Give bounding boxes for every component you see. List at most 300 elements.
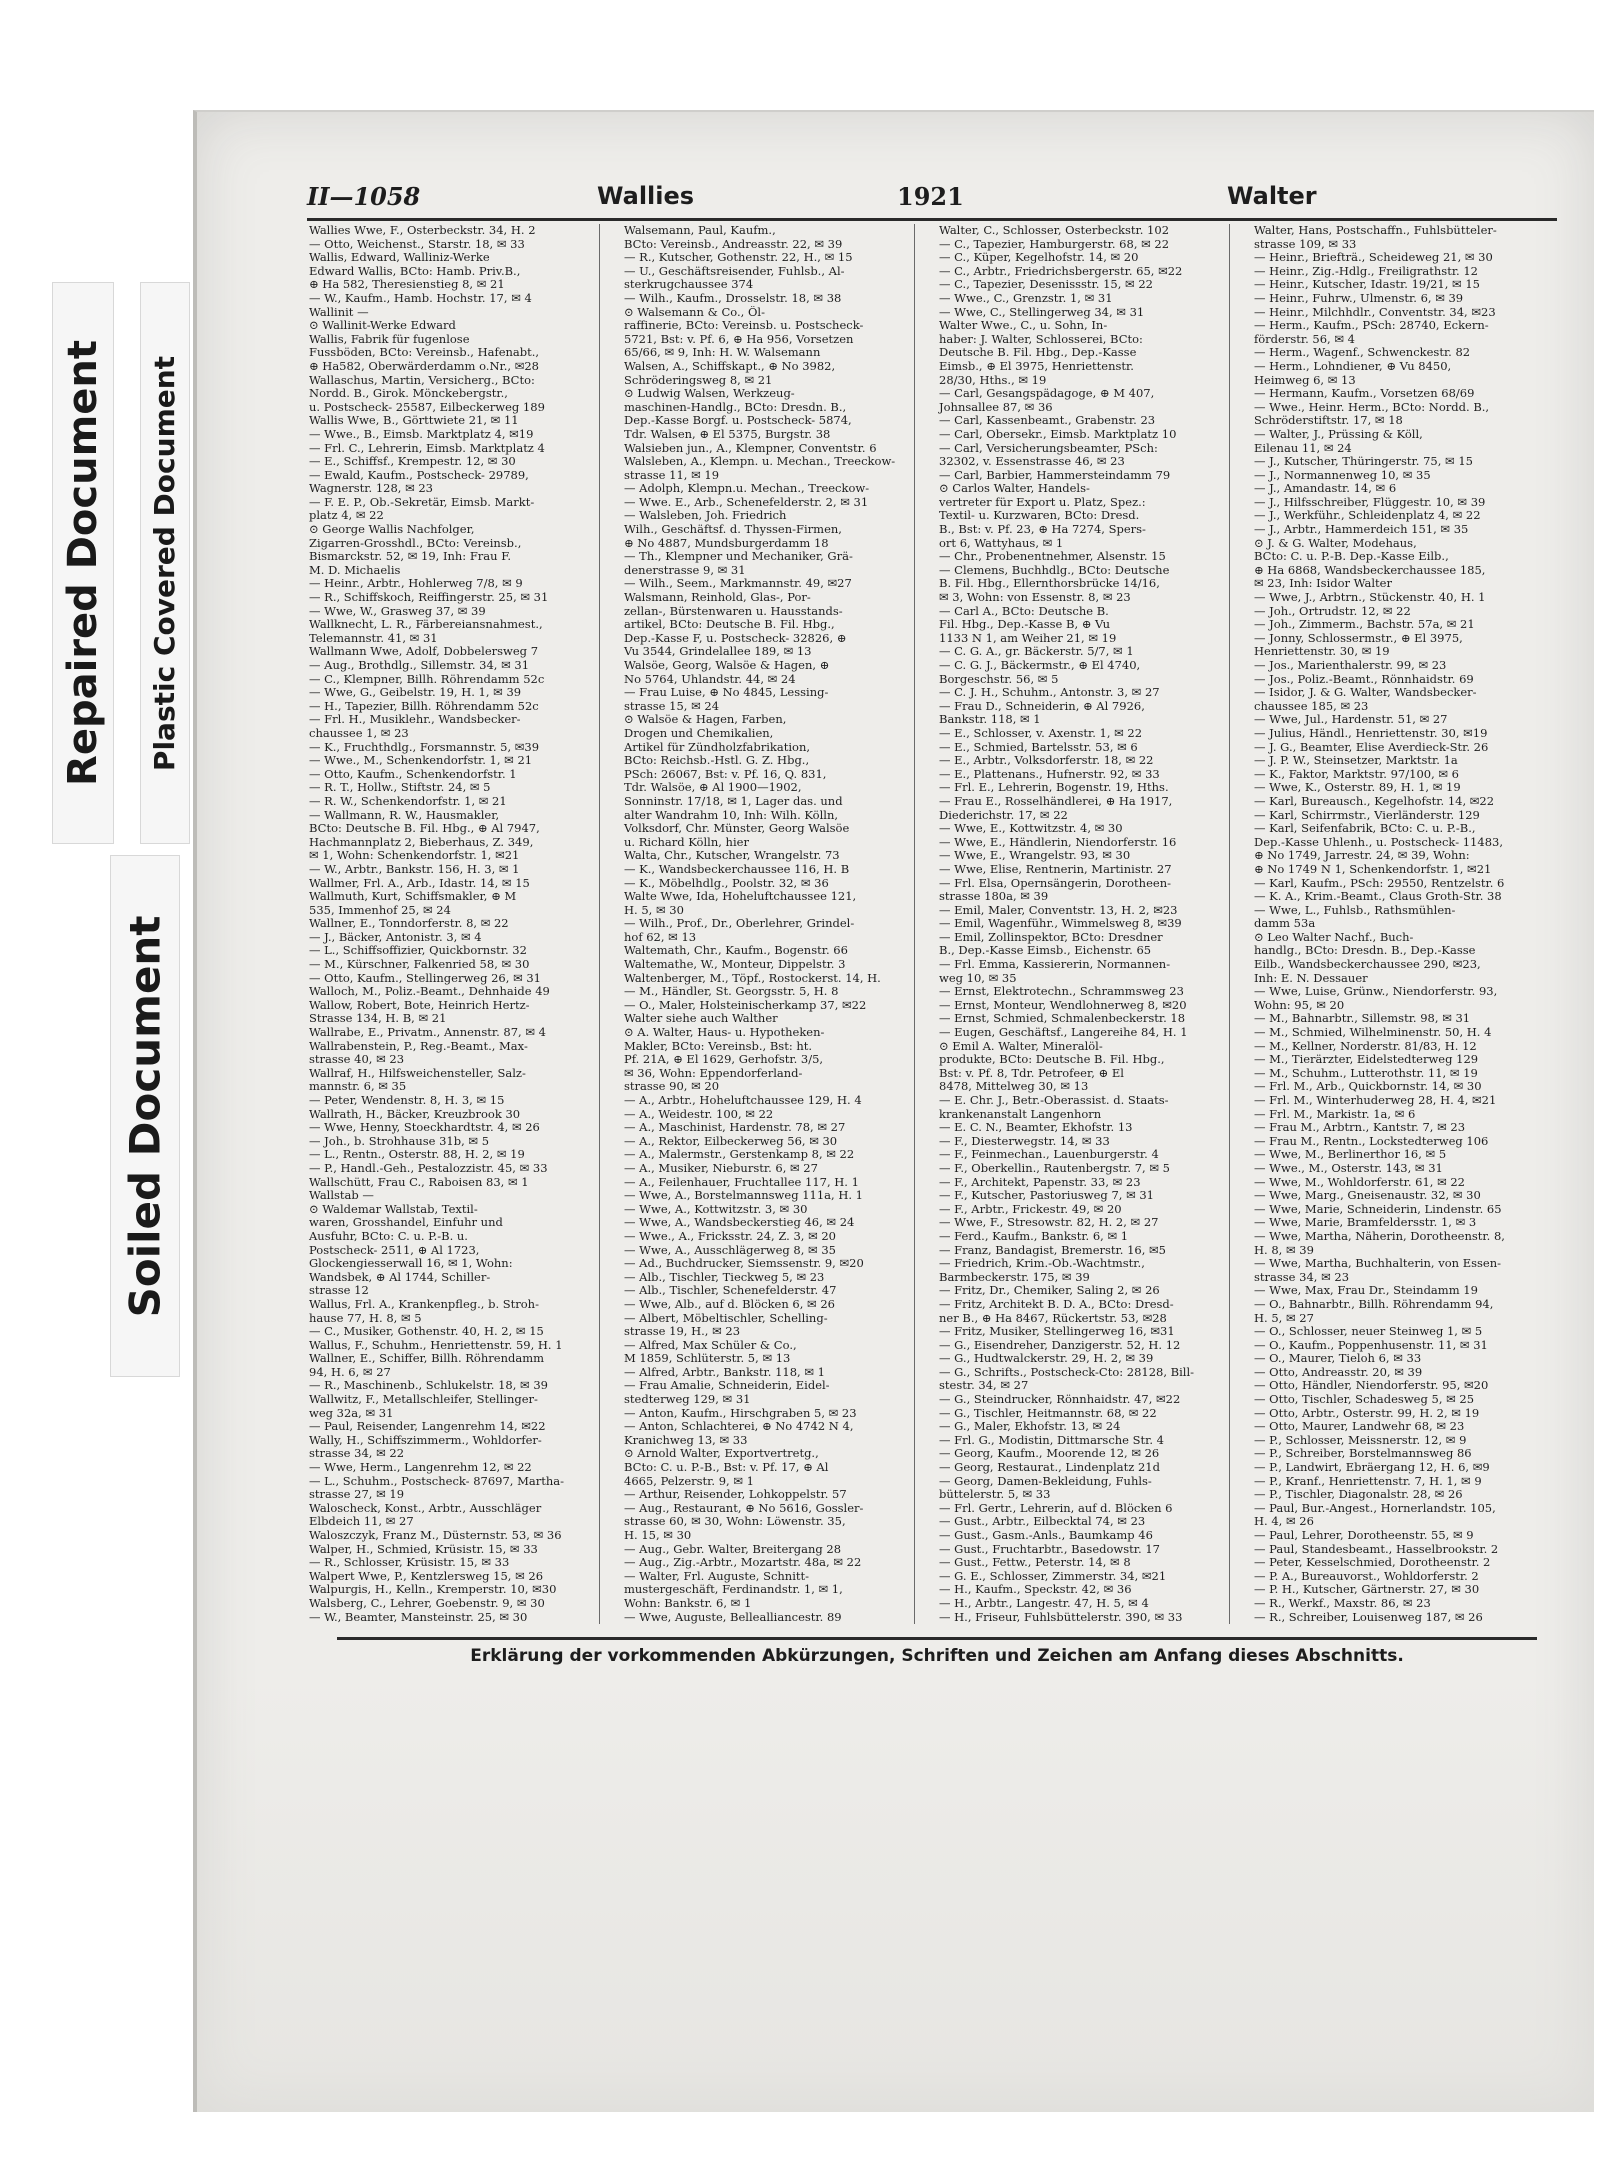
directory-entry-line: — Wwe, Auguste, Bellealliancestr. 89 [624, 1610, 842, 1624]
directory-entry-line: — F., Diesterwegstr. 14, ✉ 33 [939, 1134, 1110, 1148]
directory-entry-line: H. 5, ✉ 30 [624, 903, 684, 917]
directory-entry-line: Wallis, Fabrik für fugenlose [309, 332, 470, 346]
directory-entry-line: Ausfuhr, BCto: C. u. P.-B. u. [309, 1229, 468, 1243]
directory-entry-line: — A., Musiker, Nieburstr. 6, ✉ 27 [624, 1161, 818, 1175]
directory-entry-line: — Herm., Wagenf., Schwenckestr. 82 [1254, 346, 1471, 360]
directory-entry-line: — Frl. M., Winterhuderweg 28, H. 4, ✉21 [1254, 1094, 1497, 1107]
directory-entry-line: — O., Maler, Holsteinischerkamp 37, ✉22 [624, 998, 867, 1012]
directory-entry-line: — Jos., Poliz.-Beamt., Rönnhaidstr. 69 [1254, 672, 1474, 686]
directory-entry-line: — C. G. A., gr. Bäckerstr. 5/7, ✉ 1 [939, 645, 1134, 659]
directory-entry-line: Eimsb., ⊕ El 3975, Henriettenstr. [939, 359, 1134, 373]
directory-entry-line: Waltenberger, M., Töpf., Rostockerst. 14, H. [624, 971, 881, 985]
repaired-document-label [52, 282, 114, 844]
directory-entry-line: — Peter, Kesselschmied, Dorotheenstr. 2 [1254, 1556, 1491, 1570]
directory-entry-line: — Wwe. E., Arb., Schenefelderstr. 2, ✉ 31 [624, 495, 869, 509]
directory-entry-line: — Wwe, W., Grasweg 37, ✉ 39 [309, 604, 486, 618]
directory-entry-line: — J., Werkführ., Schleidenplatz 4, ✉ 22 [1254, 509, 1481, 523]
directory-entry-line: — Frl. M., Markistr. 1a, ✉ 6 [1254, 1107, 1416, 1121]
directory-entry-line: — A., Arbtr., Hoheluftchaussee 129, H. 4 [624, 1094, 862, 1107]
directory-entry-line: — J., Amandastr. 14, ✉ 6 [1254, 482, 1397, 496]
directory-entry-line: Wallner, E., Tonndorferstr. 8, ✉ 22 [309, 917, 509, 931]
directory-entry-line: Fil. Hbg., Dep.-Kasse B, ⊕ Vu [939, 618, 1111, 632]
directory-entry-line: ⊕ No 1749, Jarrestr. 24, ✉ 39, Wohn: [1254, 849, 1470, 863]
directory-entry-line: — Wwe, A., Borstelmannsweg 111a, H. 1 [624, 1189, 864, 1203]
directory-entry-line: — F., Architekt, Papenstr. 33, ✉ 23 [939, 1175, 1141, 1189]
soiled-label-text: Soiled Document [120, 915, 170, 1317]
directory-entry-line: stedterweg 129, ✉ 31 [624, 1393, 751, 1407]
directory-entry-line: denerstrasse 9, ✉ 31 [624, 563, 746, 577]
directory-entry-line: — Joh., Zimmerm., Bachstr. 57a, ✉ 21 [1254, 618, 1475, 632]
directory-entry-line: — G., Hudtwalckerstr. 29, H. 2, ✉ 39 [939, 1352, 1154, 1366]
directory-entry-line: — Wwe, Martha, Näherin, Dorotheenstr. 8, [1254, 1229, 1505, 1243]
directory-entry-line: — Georg, Restaurat., Lindenplatz 21d [939, 1461, 1160, 1475]
directory-entry-line: — Wwe, Elise, Rentnerin, Martinistr. 27 [939, 862, 1172, 876]
directory-entry-line: — Heinr., Milchhdlr., Conventstr. 34, ✉23 [1254, 305, 1496, 319]
directory-entry-line: — E., Schiffsf., Krempestr. 12, ✉ 30 [309, 455, 516, 469]
directory-columns [307, 224, 1562, 1624]
directory-entry-line: — Heinr., Zig.-Hdlg., Freiligrathstr. 12 [1254, 264, 1479, 278]
directory-entry-line: ⊙ Emil A. Walter, Mineralöl- [939, 1039, 1103, 1053]
directory-entry-line: — H., Kaufm., Speckstr. 42, ✉ 36 [939, 1583, 1132, 1597]
directory-entry-line: ⊙ Walsemann & Co., Öl- [624, 305, 765, 319]
directory-entry-line: Walsberg, C., Lehrer, Goebenstr. 9, ✉ 30 [309, 1596, 545, 1610]
directory-entry-line: — Wwe., M., Schenkendorfstr. 1, ✉ 21 [309, 754, 533, 768]
directory-entry-line: — E., Plattenans., Hufnerstr. 92, ✉ 33 [939, 767, 1160, 781]
directory-entry-line: Walta, Chr., Kutscher, Wrangelstr. 73 [624, 849, 840, 863]
directory-entry-line: u. Postscheck- 25587, Eilbeckerweg 189 [309, 400, 545, 414]
directory-entry-line: — R., Werkf., Maxstr. 86, ✉ 23 [1254, 1596, 1431, 1610]
directory-entry-line: — J., Normannenweg 10, ✉ 35 [1254, 468, 1431, 482]
directory-entry-line: — O., Maurer, Tieloh 6, ✉ 33 [1254, 1352, 1422, 1366]
directory-entry-line: — Anton, Kaufm., Hirschgraben 5, ✉ 23 [624, 1406, 857, 1420]
directory-entry-line: — Alb., Tischler, Schenefelderstr. 47 [624, 1284, 837, 1298]
directory-entry-line: — Frl. E., Lehrerin, Bogenstr. 19, Hths. [939, 781, 1169, 795]
directory-entry-line: — Georg, Kaufm., Moorende 12, ✉ 26 [939, 1447, 1160, 1461]
directory-entry-line: mustergeschäft, Ferdinandstr. 1, ✉ 1, [624, 1583, 843, 1597]
page-header [307, 174, 1557, 221]
directory-entry-line: — Wilh., Kaufm., Drosselstr. 18, ✉ 38 [624, 291, 842, 305]
directory-entry-line: — Wwe, Marie, Bramfeldersstr. 1, ✉ 3 [1254, 1216, 1477, 1230]
directory-entry-line: Eilb., Wandsbeckerchaussee 290, ✉23, [1254, 958, 1481, 972]
repaired-label-text: Repaired Document [60, 340, 106, 786]
directory-entry-line: — Otto, Weichenst., Starstr. 18, ✉ 33 [309, 237, 525, 251]
directory-entry-line: Walsen, A., Schiffskapt., ⊕ No 3982, [624, 359, 836, 373]
directory-entry-line: — K., Möbelhdlg., Poolstr. 32, ✉ 36 [624, 876, 829, 890]
directory-entry-line: Dep.-Kasse F, u. Postscheck- 32826, ⊕ [624, 631, 847, 645]
directory-entry-line: Telemannstr. 41, ✉ 31 [309, 631, 438, 645]
directory-entry-line: — M., Händler, St. Georgsstr. 5, H. 8 [624, 985, 839, 999]
directory-entry-line: — Wwe, G., Geibelstr. 19, H. 1, ✉ 39 [309, 686, 522, 700]
directory-entry-line: — Frl. Elsa, Opernsängerin, Dorotheen- [939, 876, 1171, 890]
directory-entry-line: — R., Kutscher, Gothenstr. 22, H., ✉ 15 [624, 251, 853, 265]
directory-entry-line: — E. C. N., Beamter, Ekhofstr. 13 [939, 1121, 1133, 1135]
directory-entry-line: Bismarckstr. 52, ✉ 19, Inh: Frau F. [309, 550, 512, 564]
directory-entry-line: — Carl, Obersekr., Eimsb. Marktplatz 10 [939, 427, 1177, 441]
directory-entry-line: ✉ 36, Wohn: Eppendorferland- [624, 1066, 803, 1080]
directory-entry-line: — Wwe, E., Händlerin, Niendorferstr. 16 [939, 835, 1177, 849]
directory-entry-line: — Otto, Maurer, Landwehr 68, ✉ 23 [1254, 1420, 1465, 1434]
directory-entry-line: — Wwe, Marie, Schneiderin, Lindenstr. 65 [1254, 1202, 1502, 1216]
directory-entry-line: Zigarren-Grosshdl., BCto: Vereinsb., [309, 536, 522, 550]
directory-entry-line: — Otto, Andreasstr. 20, ✉ 39 [1254, 1365, 1423, 1379]
directory-entry-line: ✉ 23, Inh: Isidor Walter [1254, 577, 1392, 591]
directory-entry-line: B., Dep.-Kasse Eimsb., Eichenstr. 65 [939, 944, 1152, 958]
directory-entry-line: — Heinr., Arbtr., Hohlerweg 7/8, ✉ 9 [309, 577, 523, 591]
directory-entry-line: — Gust., Fettw., Peterstr. 14, ✉ 8 [939, 1556, 1131, 1570]
directory-entry-line: Wallstab — [309, 1189, 374, 1203]
directory-entry-line: strasse 15, ✉ 24 [624, 699, 720, 713]
column-2 [622, 224, 915, 1624]
directory-entry-line: — Frau Amalie, Schneiderin, Eidel- [624, 1379, 830, 1393]
directory-entry-line: No 5764, Uhlandstr. 44, ✉ 24 [624, 672, 796, 686]
directory-entry-line: 1133 N 1, am Weiher 21, ✉ 19 [939, 631, 1117, 645]
directory-entry-line: Wallmer, Frl. A., Arb., Idastr. 14, ✉ 15 [309, 876, 530, 890]
directory-entry-line: Walsöe, Georg, Walsöe & Hagen, ⊕ [624, 659, 830, 672]
directory-entry-line: — Frl. Gertr., Lehrerin, auf d. Blöcken 6 [939, 1501, 1173, 1515]
directory-entry-line: Wallknecht, L. R., Färbereiansnahmest., [309, 618, 543, 632]
directory-entry-line: — E., Schlosser, v. Axenstr. 1, ✉ 22 [939, 726, 1143, 740]
directory-entry-line: — Wwe, M., Wohldorferstr. 61, ✉ 22 [1254, 1175, 1466, 1189]
directory-entry-line: Elbdeich 11, ✉ 27 [309, 1515, 414, 1529]
directory-entry-line: — O., Kaufm., Poppenhusenstr. 11, ✉ 31 [1254, 1338, 1488, 1352]
directory-entry-line: — C. J. H., Schuhm., Antonstr. 3, ✉ 27 [939, 686, 1160, 700]
directory-entry-line: 5721, Bst: v. Pf. 6, ⊕ Ha 956, Vorsetzen [624, 332, 854, 346]
directory-entry-line: — Emil, Wagenführ., Wimmelsweg 8, ✉39 [939, 917, 1182, 931]
column-4 [1252, 224, 1544, 1624]
directory-entry-line: — Georg, Damen-Bekleidung, Fuhls- [939, 1474, 1152, 1488]
directory-entry-line: — Otto, Händler, Niendorferstr. 95, ✉20 [1254, 1379, 1489, 1393]
directory-entry-line: — M., Tierärzter, Eidelstedterweg 129 [1254, 1053, 1479, 1067]
directory-entry-line: Wohn: Bankstr. 6, ✉ 1 [624, 1596, 752, 1610]
directory-entry-line: Wallis, Edward, Walliniz-Werke [309, 251, 490, 265]
directory-entry-line: — Wwe, K., Osterstr. 89, H. 1, ✉ 19 [1254, 781, 1461, 795]
directory-entry-line: Heimweg 6, ✉ 13 [1254, 373, 1356, 387]
directory-entry-line: — W., Arbtr., Bankstr. 156, H. 3, ✉ 1 [309, 862, 520, 876]
directory-entry-line: — J., Kutscher, Thüringerstr. 75, ✉ 15 [1254, 455, 1473, 469]
directory-entry-line: — Wwe, E., Wrangelstr. 93, ✉ 30 [939, 849, 1131, 863]
directory-entry-line: strasse 19, H., ✉ 23 [624, 1325, 741, 1339]
directory-entry-line: Edward Wallis, BCto: Hamb. Priv.B., [309, 264, 521, 278]
directory-entry-line: — J., Arbtr., Hammerdeich 151, ✉ 35 [1254, 523, 1469, 537]
directory-entry-line: — F., Feinmechan., Lauenburgerstr. 4 [939, 1148, 1159, 1162]
directory-entry-line: — P., Tischler, Diagonalstr. 28, ✉ 26 [1254, 1488, 1463, 1502]
directory-entry-line: artikel, BCto: Deutsche B. Fil. Hbg., [624, 618, 835, 632]
directory-entry-line: — Ferd., Kaufm., Bankstr. 6, ✉ 1 [939, 1229, 1129, 1243]
directory-entry-line: — Wwe, E., Kottwitzstr. 4, ✉ 30 [939, 822, 1123, 836]
directory-entry-line: Walter, Hans, Postschaffn., Fuhlsbütteler- [1254, 224, 1497, 237]
directory-entry-line: — L., Rentn., Osterstr. 88, H. 2, ✉ 19 [309, 1148, 525, 1162]
directory-entry-line: Wallraf, H., Hilfsweichensteller, Salz- [309, 1066, 526, 1080]
directory-entry-line: — A., Maschinist, Hardenstr. 78, ✉ 27 [624, 1121, 846, 1135]
directory-entry-line: — G. E., Schlosser, Zimmerstr. 34, ✉21 [939, 1569, 1167, 1583]
directory-entry-line: — G., Steindrucker, Rönnhaidstr. 47, ✉22 [939, 1393, 1181, 1407]
directory-entry-line: Walsieben jun., A., Klempner, Conventstr. 6 [624, 441, 877, 455]
directory-entry-line: ⊙ Leo Walter Nachf., Buch- [1254, 930, 1414, 944]
directory-entry-line: strasse 11, ✉ 19 [624, 468, 720, 482]
directory-entry-line: — Peter, Wendenstr. 8, H. 3, ✉ 15 [309, 1094, 505, 1107]
directory-entry-line: — Ewald, Kaufm., Postscheck- 29789, [309, 468, 529, 482]
directory-entry-line: — C., Arbtr., Friedrichsbergerstr. 65, ✉22 [939, 264, 1183, 278]
directory-entry-line: ⊕ No 1749 N 1, Schenkendorfstr. 1, ✉21 [1254, 862, 1492, 876]
header-right-word: Walter [1227, 182, 1317, 210]
directory-entry-line: — Alfred, Arbtr., Bankstr. 118, ✉ 1 [624, 1365, 825, 1379]
directory-entry-line: handlg., BCto: Dresdn. B., Dep.-Kasse [1254, 944, 1476, 958]
directory-entry-line: — Fritz, Dr., Chemiker, Saling 2, ✉ 26 [939, 1284, 1160, 1298]
directory-entry-line: — Jos., Marienthalerstr. 99, ✉ 23 [1254, 659, 1447, 672]
directory-entry-line: Waloscheck, Konst., Arbtr., Ausschläger [309, 1501, 542, 1515]
directory-entry-line: H. 5, ✉ 27 [1254, 1311, 1314, 1325]
directory-entry-line: — R., Maschinenb., Schlukelstr. 18, ✉ 39 [309, 1379, 548, 1393]
directory-entry-line: Drogen und Chemikalien, [624, 726, 774, 740]
directory-entry-line: — Heinr., Briefträ., Scheideweg 21, ✉ 30 [1254, 251, 1493, 265]
directory-entry-line: — Ernst, Schmied, Schmalenbeckerstr. 18 [939, 1012, 1186, 1026]
directory-entry-line: 65/66, ✉ 9, Inh: H. W. Walsemann [624, 346, 821, 360]
directory-entry-line: strasse 34, ✉ 23 [1254, 1270, 1350, 1284]
directory-entry-line: Diederichstr. 17, ✉ 22 [939, 808, 1068, 822]
directory-entry-line: — Alfred, Max Schüler & Co., [624, 1338, 797, 1352]
directory-entry-line: — Aug., Zig.-Arbtr., Mozartstr. 48a, ✉ 22 [624, 1556, 862, 1570]
directory-entry-line: Walsemann, Paul, Kaufm., [624, 224, 776, 237]
directory-entry-line: Strasse 134, H. B, ✉ 21 [309, 1012, 447, 1026]
directory-entry-line: Fussböden, BCto: Vereinsb., Hafenabt., [309, 346, 540, 360]
directory-entry-line: Wallies Wwe, F., Osterbeckstr. 34, H. 2 [309, 224, 536, 237]
directory-entry-line: Walter siehe auch Walther [624, 1012, 778, 1026]
directory-entry-line: Waltemathe, W., Monteur, Dippelstr. 3 [624, 958, 846, 972]
directory-entry-line: — Otto, Arbtr., Osterstr. 99, H. 2, ✉ 19 [1254, 1406, 1480, 1420]
directory-entry-line: weg 32a, ✉ 31 [309, 1406, 394, 1420]
directory-entry-line: hause 77, H. 8, ✉ 5 [309, 1311, 422, 1325]
directory-entry-line: 8478, Mittelweg 30, ✉ 13 [939, 1080, 1089, 1094]
directory-entry-line: — Emil, Maler, Conventstr. 13, H. 2, ✉23 [939, 903, 1178, 917]
directory-entry-line: chaussee 185, ✉ 23 [1254, 699, 1369, 713]
directory-entry-line: Volksdorf, Chr. Münster, Georg Walsöe [624, 822, 850, 836]
directory-entry-line: damm 53a [1254, 917, 1316, 931]
directory-entry-line: chaussee 1, ✉ 23 [309, 726, 409, 740]
directory-entry-line: Barmbeckerstr. 175, ✉ 39 [939, 1270, 1090, 1284]
directory-entry-line: Artikel für Zündholzfabrikation, [624, 740, 811, 754]
directory-entry-line: Makler, BCto: Vereinsb., Bst: ht. [624, 1039, 813, 1053]
directory-entry-line: M. D. Michaelis [309, 563, 401, 577]
directory-entry-line: — H., Friseur, Fuhlsbüttelerstr. 390, ✉ 33 [939, 1610, 1183, 1624]
directory-entry-line: Tdr. Walsöe, ⊕ Al 1900—1902, [624, 781, 802, 795]
directory-entry-line: — F., Oberkellin., Rautenbergstr. 7, ✉ 5 [939, 1161, 1170, 1175]
directory-entry-line: — Gust., Fruchtarbtr., Basedowstr. 17 [939, 1542, 1160, 1556]
directory-entry-line: strasse 34, ✉ 22 [309, 1447, 405, 1461]
directory-entry-line: — Frl. M., Arb., Quickbornstr. 14, ✉ 30 [1254, 1080, 1482, 1094]
directory-entry-line: Wallaschus, Martin, Versicherg., BCto: [309, 373, 535, 387]
directory-entry-line: Postscheck- 2511, ⊕ Al 1723, [309, 1243, 480, 1257]
directory-entry-line: Walter, C., Schlosser, Osterbeckstr. 102 [939, 224, 1170, 237]
abbreviations-note: Erklärung der vorkommenden Abkürzungen, Schriften und Zeichen am Anfang dieses Abschnitts. [337, 1637, 1537, 1666]
directory-entry-line: ⊙ Arnold Walter, Exportvertretg., [624, 1447, 819, 1461]
directory-entry-line: ⊕ No 4887, Mundsburgerdamm 18 [624, 536, 829, 550]
directory-entry-line: Wandsbek, ⊕ Al 1744, Schiller- [309, 1270, 491, 1284]
directory-entry-line: BCto: Deutsche B. Fil. Hbg., ⊕ Al 7947, [309, 822, 540, 836]
page-number: II—1058 [307, 182, 421, 211]
directory-entry-line: ort 6, Wattyhaus, ✉ 1 [939, 536, 1064, 550]
directory-entry-line: ⊕ Ha582, Oberwärderdamm o.Nr., ✉28 [309, 359, 539, 373]
directory-entry-line: 28/30, Hths., ✉ 19 [939, 373, 1047, 387]
directory-entry-line: — R. T., Hollw., Stiftstr. 24, ✉ 5 [309, 781, 491, 795]
directory-entry-line: — M., Bahnarbtr., Sillemstr. 98, ✉ 31 [1254, 1012, 1471, 1026]
directory-entry-line: Walper, H., Schmied, Krüsistr. 15, ✉ 33 [309, 1542, 538, 1556]
directory-entry-line: — Wwe, M., Berlinerthor 16, ✉ 5 [1254, 1148, 1447, 1162]
directory-entry-line: Walpert Wwe, P., Kentzlersweg 15, ✉ 26 [309, 1569, 544, 1583]
directory-entry-line: — Karl, Seifenfabrik, BCto: C. u. P.-B., [1254, 822, 1476, 836]
directory-entry-line: — P., Kranf., Henriettenstr. 7, H. 1, ✉ 9 [1254, 1474, 1482, 1488]
directory-entry-line: — Gust., Gasm.-Anls., Baumkamp 46 [939, 1529, 1153, 1542]
directory-entry-line: ✉ 1, Wohn: Schenkendorfstr. 1, ✉21 [309, 849, 520, 863]
directory-entry-line: BCto: C. u. P.-B. Dep.-Kasse Eilb., [1254, 550, 1449, 564]
directory-entry-line: Walsleben, A., Klempn. u. Mechan., Treeckow- [624, 455, 896, 469]
directory-entry-line: Wallrabenstein, P., Reg.-Beamt., Max- [309, 1039, 528, 1053]
directory-entry-line: — Wwe, A., Kottwitzstr. 3, ✉ 30 [624, 1202, 808, 1216]
directory-entry-line: — A., Malermstr., Gerstenkamp 8, ✉ 22 [624, 1148, 855, 1162]
directory-entry-line: — K., Faktor, Marktstr. 97/100, ✉ 6 [1254, 767, 1459, 781]
directory-entry-line: — G., Maler, Ekhofstr. 13, ✉ 24 [939, 1420, 1121, 1434]
directory-entry-line: — Wwe, J., Arbtrn., Stückenstr. 40, H. 1 [1254, 591, 1486, 605]
directory-entry-line: Wilh., Geschäftsf. d. Thyssen-Firmen, [624, 523, 842, 537]
directory-entry-line: strasse 180a, ✉ 39 [939, 890, 1049, 904]
directory-entry-line: Schröderingsweg 8, ✉ 21 [624, 373, 773, 387]
directory-entry-line: Johnsallee 87, ✉ 36 [939, 400, 1053, 414]
directory-entry-line: sterkrugchaussee 374 [624, 278, 754, 292]
directory-entry-line: B., Bst: v. Pf. 23, ⊕ Ha 7274, Spers- [939, 523, 1146, 537]
directory-entry-line: PSch: 26067, Bst: v. Pf. 16, Q. 831, [624, 767, 827, 781]
directory-entry-line: — R., Schreiber, Louisenweg 187, ✉ 26 [1254, 1610, 1483, 1624]
directory-entry-line: Glockengiesserwall 16, ✉ 1, Wohn: [309, 1257, 513, 1271]
directory-entry-line: Sonninstr. 17/18, ✉ 1, Lager das. und [624, 794, 843, 808]
directory-entry-line: — G., Schrifts., Postscheck-Cto: 28128, Bill- [939, 1365, 1195, 1379]
directory-entry-line: — M., Schuhm., Lutterothstr. 11, ✉ 19 [1254, 1066, 1478, 1080]
directory-entry-line: Walpurgis, H., Kelln., Kremperstr. 10, ✉30 [309, 1583, 557, 1597]
directory-entry-line: — Walter, J., Prüssing & Köll, [1254, 427, 1423, 441]
directory-entry-line: — P. H., Kutscher, Gärtnerstr. 27, ✉ 30 [1254, 1583, 1480, 1597]
directory-entry-line: — Wwe, Alb., auf d. Blöcken 6, ✉ 26 [624, 1297, 835, 1311]
directory-entry-line: ⊙ Carlos Walter, Handels- [939, 482, 1090, 496]
directory-entry-line: — P., Landwirt, Ebräergang 12, H. 6, ✉9 [1254, 1461, 1490, 1475]
directory-entry-line: BCto: Vereinsb., Andreasstr. 22, ✉ 39 [624, 237, 843, 251]
directory-entry-line: — Wwe., C., Grenzstr. 1, ✉ 31 [939, 291, 1113, 305]
directory-entry-line: Eilenau 11, ✉ 24 [1254, 441, 1352, 455]
directory-entry-line: — E., Arbtr., Volksdorferstr. 18, ✉ 22 [939, 754, 1154, 768]
directory-entry-line: — A., Weidestr. 100, ✉ 22 [624, 1107, 774, 1121]
directory-entry-line: — Chr., Probenentnehmer, Alsenstr. 15 [939, 550, 1166, 564]
directory-entry-line: — Carl, Gesangspädagoge, ⊕ M 407, [939, 387, 1155, 401]
directory-entry-line: Nordd. B., Girok. Mönckebergstr., [309, 387, 508, 401]
directory-entry-line: — K. A., Krim.-Beamt., Claus Groth-Str. 38 [1254, 890, 1502, 904]
directory-entry-line: Wallis Wwe, B., Görttwiete 21, ✉ 11 [309, 414, 519, 428]
directory-entry-line: ⊕ Ha 6868, Wandsbeckerchaussee 185, [1254, 563, 1486, 577]
directory-entry-line: — Julius, Händl., Henriettenstr. 30, ✉19 [1254, 726, 1488, 740]
directory-entry-line: Kranichweg 13, ✉ 33 [624, 1433, 748, 1447]
directory-entry-line: ⊙ George Wallis Nachfolger, [309, 523, 475, 537]
directory-entry-line: — Frau E., Rosselhändlerei, ⊕ Ha 1917, [939, 794, 1173, 808]
directory-entry-line: BCto: Reichsb.-Hstl. G. Z. Hbg., [624, 754, 810, 768]
directory-entry-line: platz 4, ✉ 22 [309, 509, 384, 523]
directory-entry-line: — K., Wandsbeckerchaussee 116, H. B [624, 862, 850, 876]
plastic-label-text: Plastic Covered Document [148, 355, 182, 771]
directory-entry-line: 94, H. 6, ✉ 27 [309, 1365, 391, 1379]
directory-entry-line: — Wwe, Marg., Gneisenaustr. 32, ✉ 30 [1254, 1189, 1481, 1203]
directory-entry-line: Hachmannplatz 2, Bieberhaus, Z. 349, [309, 835, 534, 849]
directory-entry-line: — P., Handl.-Geh., Pestalozzistr. 45, ✉ 33 [309, 1161, 548, 1175]
directory-entry-line: Wallner, E., Schiffer, Billh. Röhrendamm [309, 1352, 545, 1366]
directory-entry-line: — Herm., Kaufm., PSch: 28740, Eckern- [1254, 319, 1489, 333]
directory-entry-line: — Wwe, A., Wandsbeckerstieg 46, ✉ 24 [624, 1216, 855, 1230]
directory-entry-line: — Frau M., Arbtrn., Kantstr. 7, ✉ 23 [1254, 1121, 1466, 1135]
directory-entry-line: — F., Arbtr., Frickestr. 49, ✉ 20 [939, 1202, 1122, 1216]
directory-entry-line: — Wwe, Jul., Hardenstr. 51, ✉ 27 [1254, 713, 1448, 727]
directory-entry-line: u. Richard Kölln, hier [624, 835, 749, 849]
directory-entry-line: — Alb., Tischler, Tieckweg 5, ✉ 23 [624, 1270, 825, 1284]
directory-entry-line: — Emil, Zollinspektor, BCto: Dresdner [939, 930, 1163, 944]
directory-entry-line: Wallow, Robert, Bote, Heinrich Hertz- [309, 998, 530, 1012]
directory-entry-line: zellan-, Bürstenwaren u. Hausstands- [624, 604, 843, 618]
directory-entry-line: Wallinit — [309, 305, 369, 319]
directory-entry-line: — P. A., Bureauvorst., Wohldorferstr. 2 [1254, 1569, 1479, 1583]
directory-entry-line: — Clemens, Buchhdlg., BCto: Deutsche [939, 563, 1170, 577]
directory-entry-line: — Carl A., BCto: Deutsche B. [939, 604, 1109, 618]
directory-entry-line: — Wwe., A., Fricksstr. 24, Z. 3, ✉ 20 [624, 1229, 836, 1243]
directory-entry-line: — Joh., Ortrudstr. 12, ✉ 22 [1254, 604, 1411, 618]
directory-entry-line: — Carl, Barbier, Hammersteindamm 79 [939, 468, 1171, 482]
directory-entry-line: mannstr. 6, ✉ 35 [309, 1080, 407, 1094]
directory-entry-line: — E., Schmied, Bartelsstr. 53, ✉ 6 [939, 740, 1138, 754]
directory-entry-line: — J., Hilfsschreiber, Flüggestr. 10, ✉ 39 [1254, 495, 1486, 509]
directory-entry-line: — C., Musiker, Gothenstr. 40, H. 2, ✉ 15 [309, 1325, 544, 1339]
page-lower-margin [197, 1672, 1594, 2112]
directory-entry-line: — H., Tapezier, Billh. Röhrendamm 52c [309, 699, 539, 713]
directory-entry-line: — Wwe., M., Osterstr. 143, ✉ 31 [1254, 1161, 1443, 1175]
directory-entry-line: — Heinr., Kutscher, Idastr. 19/21, ✉ 15 [1254, 278, 1480, 292]
directory-entry-line: vertreter für Export u. Platz, Spez.: [939, 495, 1146, 509]
directory-entry-line: — Frau D., Schneiderin, ⊕ Al 7926, [939, 699, 1145, 713]
directory-entry-line: 32302, v. Essenstrasse 46, ✉ 23 [939, 455, 1125, 469]
directory-entry-line: — U., Geschäftsreisender, Fuhlsb., Al- [624, 264, 845, 278]
directory-entry-line: Deutsche B. Fil. Hbg., Dep.-Kasse [939, 346, 1137, 360]
directory-entry-line: — Wwe, Herm., Langenrehm 12, ✉ 22 [309, 1461, 532, 1475]
directory-entry-line: — M., Schmied, Wilhelminenstr. 50, H. 4 [1254, 1026, 1492, 1040]
directory-entry-line: Schröderstiftstr. 17, ✉ 18 [1254, 414, 1403, 428]
directory-entry-line: — Wwe, A., Ausschlägerweg 8, ✉ 35 [624, 1243, 836, 1257]
directory-entry-line: — Otto, Tischler, Schadesweg 5, ✉ 25 [1254, 1393, 1475, 1407]
directory-entry-line: — Wwe, C., Stellingerweg 34, ✉ 31 [939, 305, 1145, 319]
directory-entry-line: — J. P. W., Steinsetzer, Marktstr. 1a [1254, 754, 1458, 768]
directory-entry-line: — J. G., Beamter, Elise Averdieck-Str. 26 [1254, 740, 1489, 754]
directory-page [193, 110, 1594, 2112]
directory-entry-line: BCto: C. u. P.-B., Bst: v. Pf. 17, ⊕ Al [624, 1461, 829, 1475]
directory-entry-line: H. 4, ✉ 26 [1254, 1515, 1314, 1529]
directory-entry-line: — Frl. Emma, Kassiererin, Normannen- [939, 958, 1171, 972]
directory-entry-line: — Karl, Kaufm., PSch: 29550, Rentzelstr. 6 [1254, 876, 1505, 890]
directory-entry-line: förderstr. 56, ✉ 4 [1254, 332, 1355, 346]
directory-entry-line: — G., Tischler, Heitmannstr. 68, ✉ 22 [939, 1406, 1157, 1420]
directory-entry-line: — A., Rektor, Eilbeckerweg 56, ✉ 30 [624, 1134, 838, 1148]
directory-entry-line: stestr. 34, ✉ 27 [939, 1379, 1029, 1393]
directory-entry-line: Bst: v. Pf. 8, Tdr. Petrofeer, ⊕ El [939, 1066, 1124, 1080]
directory-entry-line: — G., Eisendreher, Danzigerstr. 52, H. 12 [939, 1338, 1181, 1352]
directory-entry-line: H. 8, ✉ 39 [1254, 1243, 1314, 1257]
directory-entry-line: Wallrabe, E., Privatm., Annenstr. 87, ✉ 4 [309, 1026, 546, 1040]
directory-entry-line: ⊙ Waldemar Wallstab, Textil- [309, 1202, 478, 1216]
directory-entry-line: ⊙ J. & G. Walter, Modehaus, [1254, 536, 1417, 550]
directory-entry-line: alter Wandrahm 10, Inh: Wilh. Kölln, [624, 808, 839, 822]
directory-entry-line: Dep.-Kasse Uhlenh., u. Postscheck- 11483, [1254, 835, 1503, 849]
directory-entry-line: — Herm., Lohndiener, ⊕ Vu 8450, [1254, 359, 1452, 373]
directory-entry-line: — L., Schiffsoffizier, Quickbornstr. 32 [309, 944, 527, 958]
directory-entry-line: M 1859, Schlüterstr. 5, ✉ 13 [624, 1352, 791, 1366]
